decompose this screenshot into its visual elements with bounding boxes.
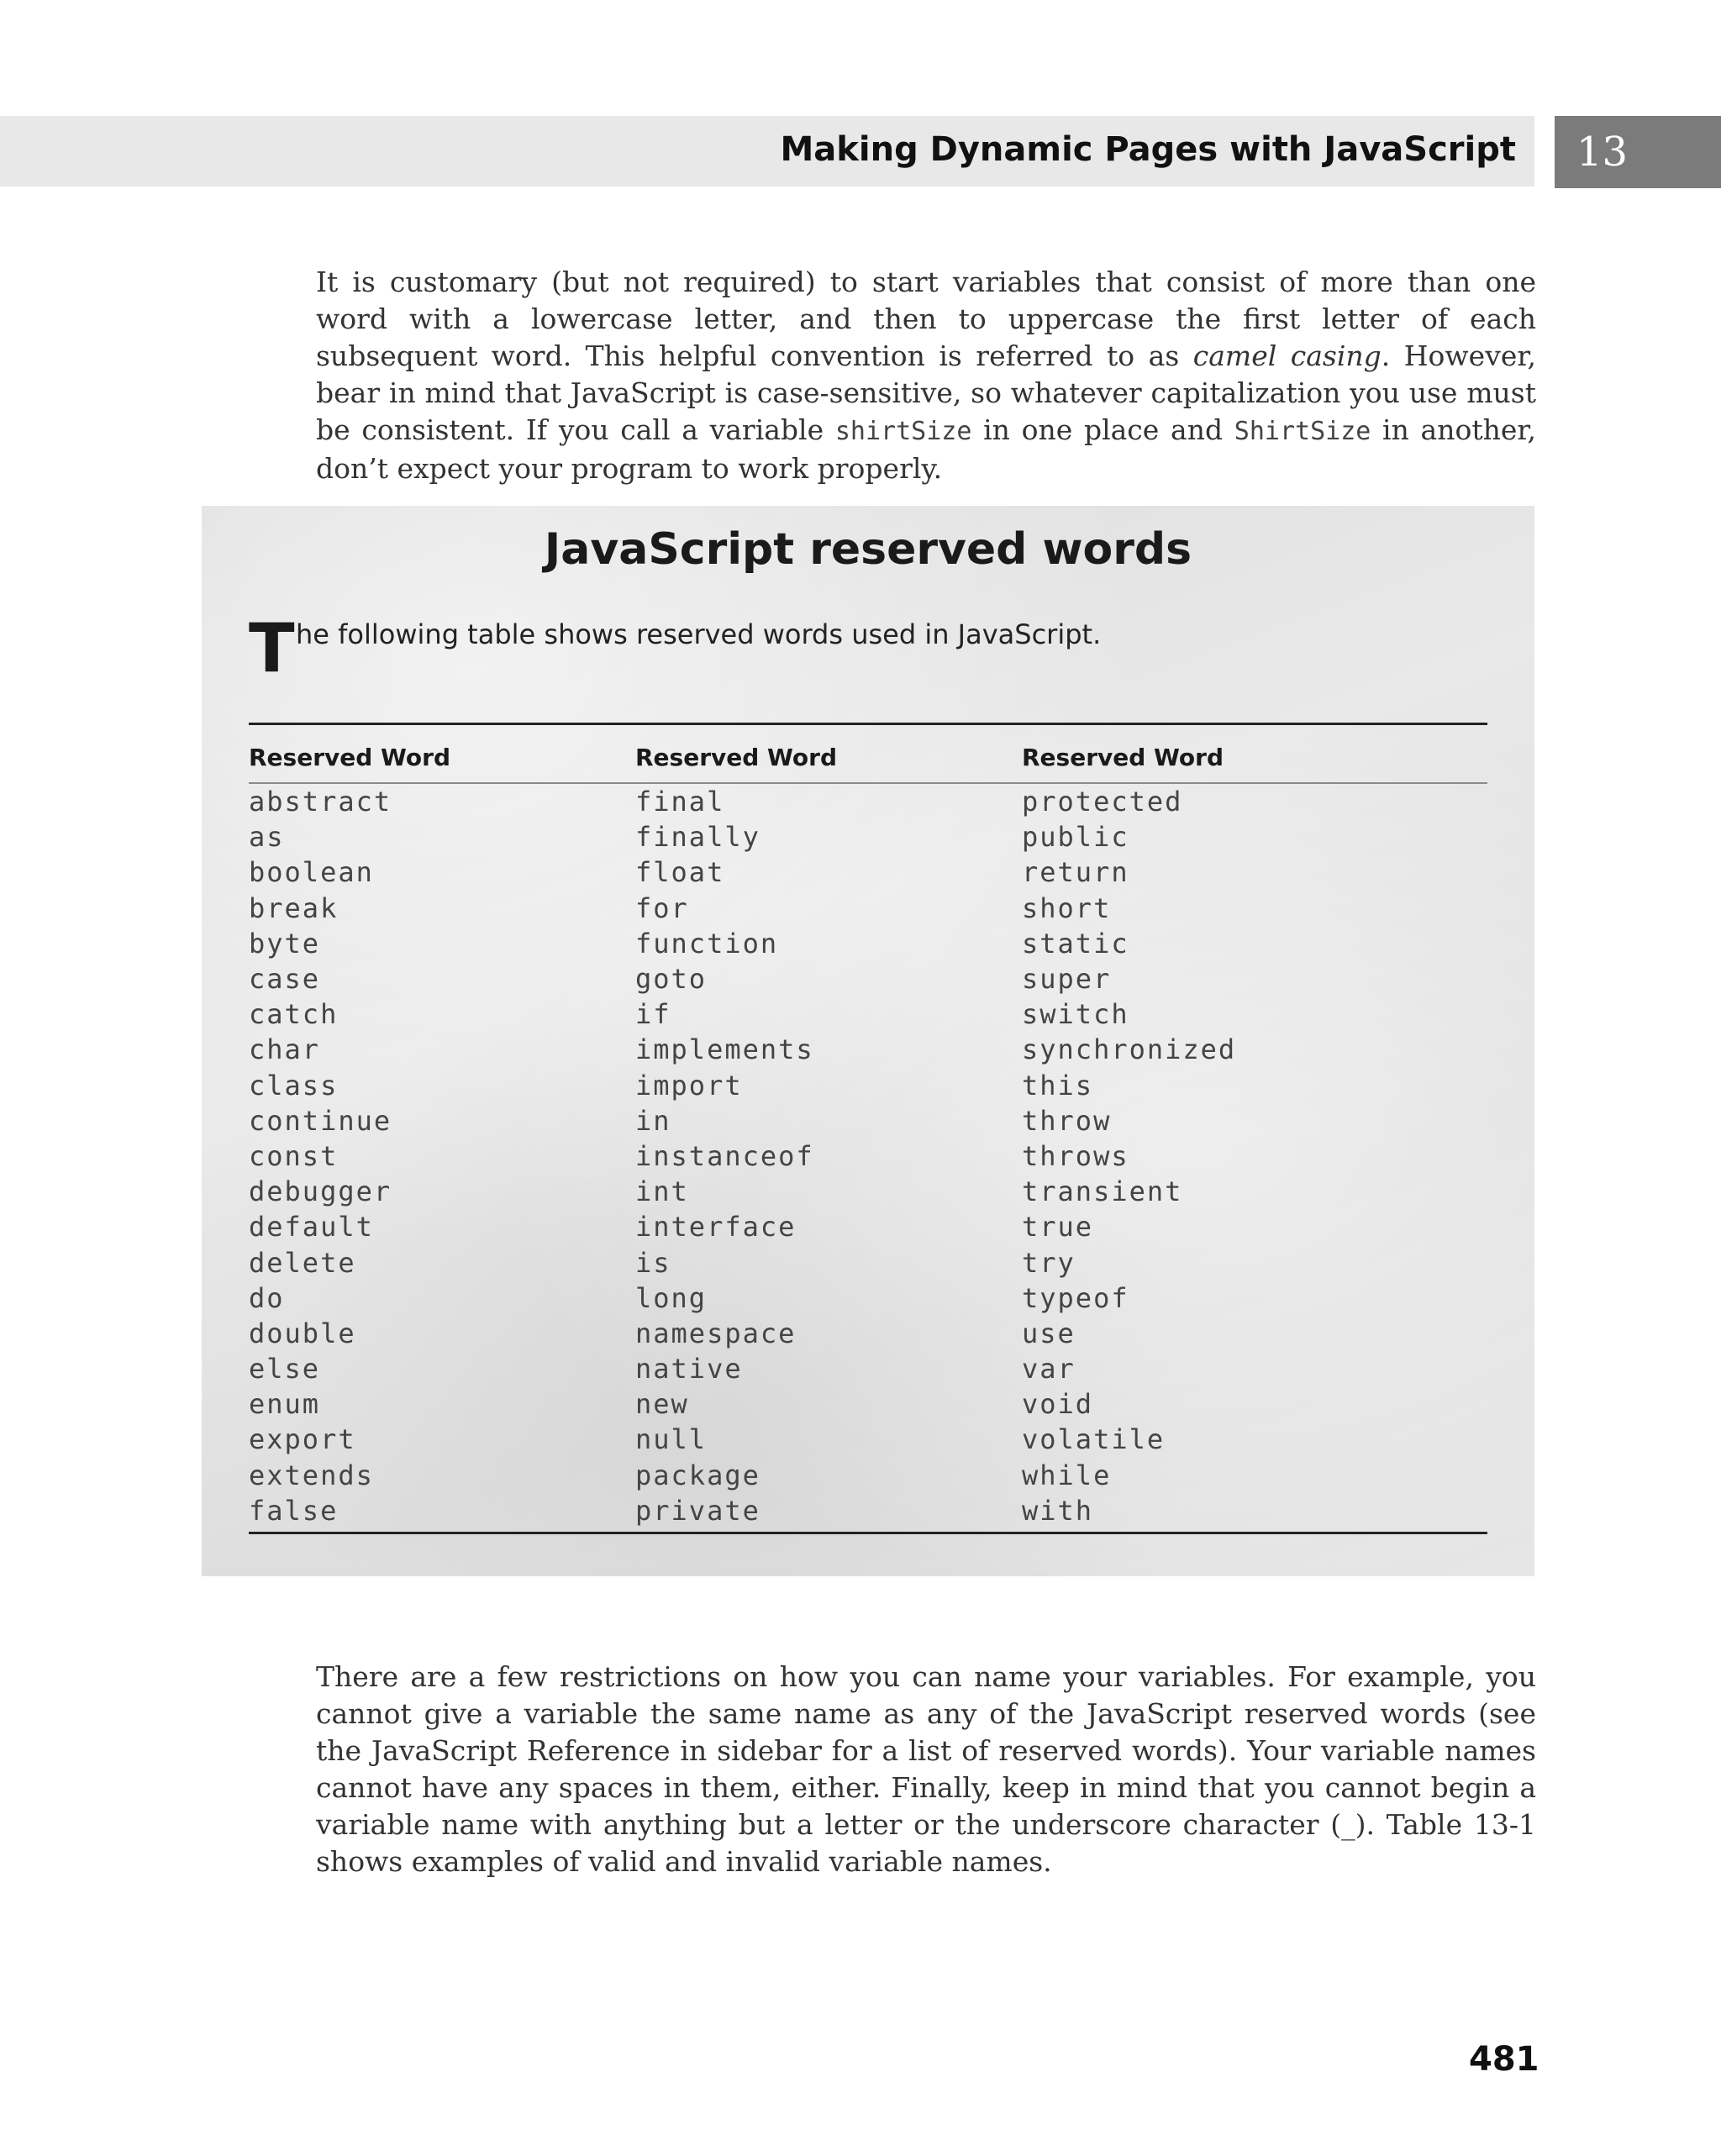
table-cell: export — [249, 1423, 356, 1456]
table-row — [249, 1316, 1487, 1351]
table-cell: const — [249, 1139, 339, 1172]
table-cell: short — [1022, 891, 1112, 924]
table-cell: is — [635, 1246, 671, 1279]
table-cell: private — [635, 1494, 761, 1527]
table-cell: super — [1022, 963, 1112, 996]
table-cell: final — [635, 786, 725, 818]
table-cell: default — [249, 1211, 374, 1244]
drop-cap: T — [249, 609, 295, 687]
table-cell: while — [1022, 1459, 1112, 1491]
paragraph-text: in another, don’t expect your program to work properly. — [316, 413, 1537, 485]
table-cell: public — [1022, 821, 1129, 854]
table-row — [249, 1458, 1487, 1493]
table-row — [249, 819, 1487, 855]
table-cell: debugger — [249, 1175, 392, 1208]
table-cell: delete — [249, 1246, 356, 1279]
sidebar-intro: he following table shows reserved words used in JavaScript. — [296, 618, 1102, 650]
table-cell: void — [1022, 1388, 1094, 1421]
table-cell: case — [249, 963, 321, 996]
table-cell: function — [635, 927, 779, 960]
table-body — [249, 784, 1487, 1532]
table-cell: extends — [249, 1459, 374, 1491]
table-cell: use — [1022, 1317, 1076, 1349]
table-cell: transient — [1022, 1175, 1183, 1208]
table-cell: package — [635, 1459, 761, 1491]
table-cell: goto — [635, 963, 708, 996]
table-cell: instanceof — [635, 1139, 814, 1172]
table-cell: import — [635, 1069, 743, 1102]
paragraph-text: It is customary (but not required) to start variables that consist of more than one word with a lowercase letter, and then to uppercase the first letter of each subsequent word. This helpful convention is referred to as — [316, 266, 1536, 372]
table-row — [249, 926, 1487, 961]
table-cell: in — [635, 1104, 671, 1137]
table-cell: volatile — [1022, 1423, 1166, 1456]
running-header-title: Making Dynamic Pages with JavaScript — [780, 130, 1516, 169]
table-cell: byte — [249, 927, 321, 960]
table-cell: var — [1022, 1353, 1076, 1386]
table-cell: boolean — [249, 856, 374, 889]
table-cell: double — [249, 1317, 356, 1349]
table-cell: int — [635, 1175, 689, 1208]
inline-code: shirtSize — [834, 417, 972, 446]
table-cell: false — [249, 1494, 339, 1527]
reserved-words-sidebar — [202, 506, 1534, 1576]
table-cell: throws — [1022, 1139, 1129, 1172]
reserved-words-table — [249, 723, 1487, 1534]
table-row — [249, 1103, 1487, 1138]
table-cell: do — [249, 1281, 285, 1314]
table-row — [249, 891, 1487, 926]
table-cell: new — [635, 1388, 689, 1421]
table-cell: if — [635, 998, 671, 1031]
table-cell: enum — [249, 1388, 321, 1421]
table-cell: interface — [635, 1211, 797, 1244]
inline-code: ShirtSize — [1234, 417, 1371, 446]
table-cell: native — [635, 1353, 743, 1386]
page-number: 481 — [1469, 2040, 1539, 2079]
column-header: Reserved Word — [1022, 743, 1224, 771]
paragraph-text: . However, bear in mind that JavaScript is case-sensitive, so whatever capitalization you use must be consistent. If you call a variable — [316, 339, 1537, 446]
table-cell: float — [635, 856, 725, 889]
table-row — [249, 855, 1487, 890]
table-cell: try — [1022, 1246, 1076, 1279]
table-row — [249, 1032, 1487, 1067]
column-header: Reserved Word — [249, 743, 451, 771]
table-cell: break — [249, 891, 339, 924]
table-row — [249, 1244, 1487, 1280]
table-row — [249, 784, 1487, 819]
table-cell: typeof — [1022, 1281, 1129, 1314]
table-row — [249, 1068, 1487, 1103]
body-paragraph-naming-restrictions: There are a few restrictions on how you can name your variables. For example, you cannot give a variable the same name as any of the JavaScript reserved words (see the JavaScript Reference in sidebar for a list of reserved words). Your variable names cannot have any spaces in them, either. Finally, keep in mind that you cannot begin a variable name with anything but a letter or the underscore character (_). Table 13-1 shows examples of valid and invalid variable names. — [316, 1660, 1536, 1878]
table-cell: with — [1022, 1494, 1094, 1527]
table-cell: implements — [635, 1033, 814, 1066]
table-cell: switch — [1022, 998, 1129, 1031]
table-cell: return — [1022, 856, 1129, 889]
table-cell: else — [249, 1353, 321, 1386]
table-row — [249, 1280, 1487, 1316]
table-cell: throw — [1022, 1104, 1112, 1137]
table-cell: abstract — [249, 786, 392, 818]
table-cell: synchronized — [1022, 1033, 1237, 1066]
table-row — [249, 961, 1487, 996]
table-cell: true — [1022, 1211, 1094, 1244]
table-cell: finally — [635, 821, 761, 854]
table-row — [249, 1386, 1487, 1422]
table-row — [249, 1209, 1487, 1244]
table-cell: class — [249, 1069, 339, 1102]
table-cell: catch — [249, 998, 339, 1031]
table-row — [249, 996, 1487, 1032]
table-row — [249, 1351, 1487, 1386]
sidebar-title: JavaScript reserved words — [544, 524, 1192, 575]
table-cell: as — [249, 821, 285, 854]
table-cell: continue — [249, 1104, 392, 1137]
table-cell: long — [635, 1281, 708, 1314]
table-cell: static — [1022, 927, 1129, 960]
table-row — [249, 1493, 1487, 1528]
table-header-row — [249, 725, 1487, 784]
chapter-number-tab — [1555, 116, 1721, 188]
emphasis-term: camel casing — [1192, 339, 1382, 372]
chapter-number: 13 — [1576, 129, 1629, 176]
table-row — [249, 1422, 1487, 1457]
column-header: Reserved Word — [635, 743, 838, 771]
table-cell: null — [635, 1423, 708, 1456]
table-row — [249, 1174, 1487, 1209]
body-paragraph-camel-casing — [316, 264, 1536, 487]
table-cell: for — [635, 891, 689, 924]
paragraph-text: in one place and — [971, 413, 1234, 446]
table-cell: namespace — [635, 1317, 797, 1349]
table-cell: protected — [1022, 786, 1183, 818]
table-row — [249, 1138, 1487, 1174]
table-cell: char — [249, 1033, 321, 1066]
table-cell: this — [1022, 1069, 1094, 1102]
